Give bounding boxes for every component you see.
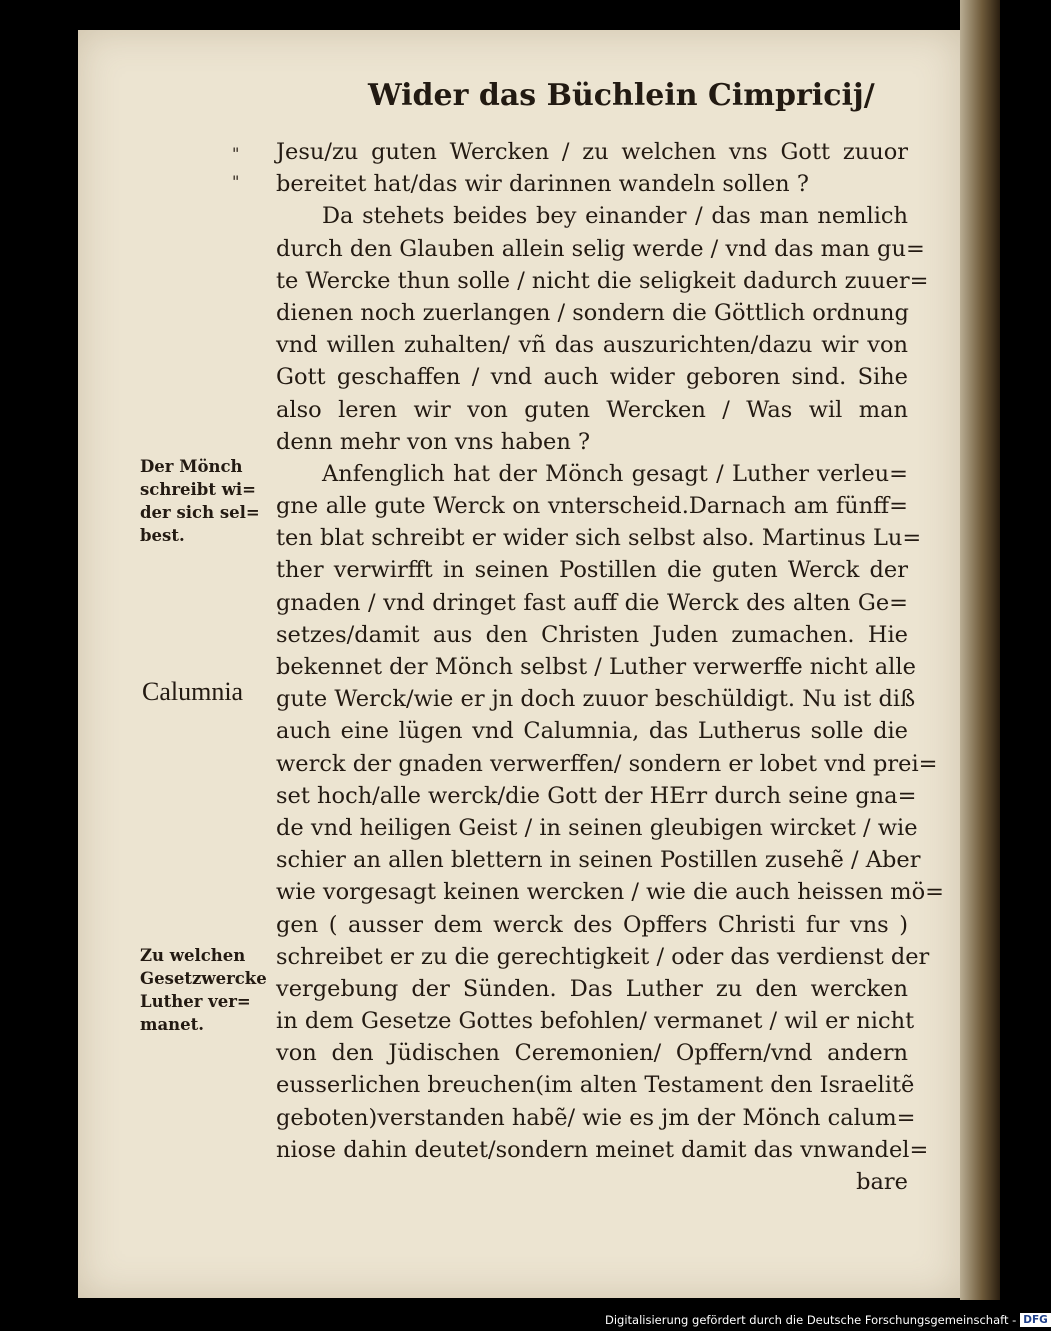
text-line: Da stehets beides bey einander / das man nemlich [322,203,908,230]
text-line: werck der gnaden verwerffen/ sondern er lobet vnd prei= [276,750,938,777]
margin-note-gesetz: Zu welchen Gesetzwercke Luther ver= manet. [140,946,267,1034]
text-line: Anfenglich hat der Mönch gesagt / Luther verleu= [322,460,908,487]
text-line: geboten)verstanden habẽ/ wie es jm der Mönch calum= [276,1104,916,1131]
quotation-marks: " " [232,144,240,191]
text-line: ten blat schreibt er wider sich selbst also. Martinus Lu= [276,525,922,552]
text-line: ther verwirfft in seinen Postillen die guten Werck der [276,557,908,584]
text-line: bereitet hat/das wir darinnen wandeln sollen ? [276,171,809,198]
text-line: gen ( ausser dem werck des Opffers Christi fur vns ) [276,911,908,938]
margin-note-calumnia: Calumnia [142,677,244,706]
text-line: dienen noch zuerlangen / sondern die Göttlich ordnung [276,299,909,326]
text-line: gute Werck/wie er jn doch zuuor beschüldigt. Nu ist diß [276,686,916,713]
text-line: schreibet er zu die gerechtigkeit / oder das verdienst der [276,943,930,970]
text-line: schier an allen blettern in seinen Postillen zusehẽ / Aber [276,847,921,874]
text-line: vnd willen zuhalten/ vñ das auszurichten/dazu wir von [276,332,908,359]
margin-note-moench: Der Mönch schreibt wi= der sich sel= best. [140,457,260,545]
text-line: set hoch/alle werck/die Gott der HErr durch seine gna= [276,782,917,809]
text-line: gne alle gute Werck on vnterscheid.Darnach am fünff= [276,493,908,520]
text-line: de vnd heiligen Geist / in seinen gleubigen wircket / wie [276,814,918,841]
catchword: bare [856,1169,908,1195]
text-line: Jesu/zu guten Wercken / zu welchen vns Gott zuuor [276,139,908,165]
text-line: auch eine lügen vnd Calumnia, das Lutherus solle die [276,718,908,745]
text-line: gnaden / vnd dringet fast auff die Werck des alten Ge= [276,589,908,616]
text-line: durch den Glauben allein selig werde / vnd das man gu= [276,235,925,262]
text-line: also leren wir von guten Wercken / Was wil man [276,396,908,423]
book-page-edge [960,0,1000,1300]
text-line: bekennet der Mönch selbst / Luther verwerffe nicht alle [276,654,916,680]
running-title: Wider das Büchlein Cimpricij/ [368,78,875,113]
text-line: vergebung der Sünden. Das Luther zu den wercken [276,975,908,1002]
text-line: te Wercke thun solle / nicht die seligkeit dadurch zuuer= [276,267,929,294]
footer-credit: Digitalisierung gefördert durch die Deutsche Forschungsgemeinschaft - [605,1313,1017,1327]
text-line: setzes/damit aus den Christen Juden zumachen. Hie [276,621,908,648]
body-text [276,136,944,1198]
text-line: denn mehr von vns haben ? [276,428,591,455]
text-line: wie vorgesagt keinen wercken / wie die auch heissen mö= [276,879,944,906]
dfg-logo-icon: DFG [1020,1313,1051,1327]
digitization-footer [605,1312,1051,1328]
text-line: in dem Gesetze Gottes befohlen/ vermanet / wil er nicht [276,1008,915,1035]
text-line: Gott geschaffen / vnd auch wider geboren sind. Sihe [276,364,908,391]
text-line: niose dahin deutet/sondern meinet damit das vnwandel= [276,1136,929,1163]
text-line: eusserlichen breuchen(im alten Testament den Israelitẽ [276,1072,915,1099]
text-line: von den Jüdischen Ceremonien/ Opffern/vnd andern [276,1040,908,1067]
